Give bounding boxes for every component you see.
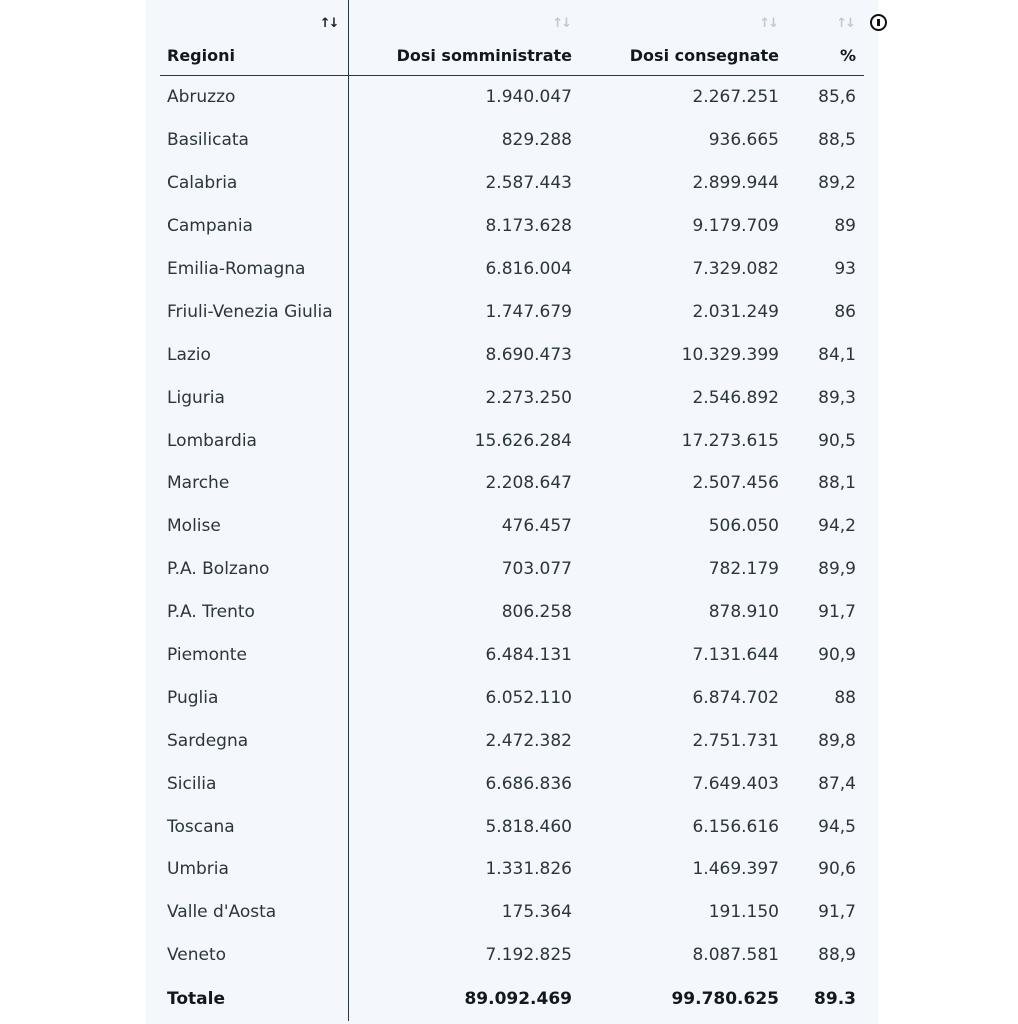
- percent-value: 88,9: [818, 945, 856, 966]
- table-row: [160, 248, 864, 291]
- sort-arrows-icon[interactable]: ↑↓: [836, 16, 854, 31]
- table-row: [160, 376, 864, 419]
- percent-value: 88,5: [818, 130, 856, 151]
- region-name: P.A. Bolzano: [160, 548, 348, 591]
- percent-value: 94,2: [818, 516, 856, 537]
- dosi-somministrate-value: 2.472.382: [485, 730, 572, 751]
- percent-value: 84,1: [818, 344, 856, 365]
- percent-value: 89,2: [818, 173, 856, 194]
- region-name: Abruzzo: [160, 76, 348, 119]
- column-header-percent[interactable]: [787, 0, 864, 76]
- dosi-somministrate-value: 829.288: [501, 130, 572, 151]
- percent-value: 90,6: [818, 859, 856, 880]
- dosi-somministrate-value: 15.626.284: [474, 430, 572, 451]
- dosi-consegnate-value: 8.087.581: [692, 945, 779, 966]
- dosi-somministrate-value: 6.484.131: [485, 645, 572, 666]
- percent-value: 89: [834, 216, 856, 237]
- dosi-somministrate-value: 7.192.825: [485, 945, 572, 966]
- dosi-somministrate-value: 2.208.647: [485, 473, 572, 494]
- vaccine-doses-table-container: [160, 0, 864, 1024]
- dosi-consegnate-value: 7.131.644: [692, 645, 779, 666]
- region-name: Valle d'Aosta: [160, 891, 348, 934]
- region-name: Lombardia: [160, 419, 348, 462]
- region-name: Toscana: [160, 805, 348, 848]
- dosi-somministrate-value: 6.686.836: [485, 773, 572, 794]
- region-name: Liguria: [160, 376, 348, 419]
- dosi-somministrate-value: 175.364: [501, 902, 572, 923]
- dosi-somministrate-value: 6.816.004: [485, 259, 572, 279]
- table-row: [160, 891, 864, 934]
- dosi-consegnate-value: 7.329.082: [692, 259, 779, 279]
- percent-value: 87,4: [818, 773, 856, 794]
- region-name: Umbria: [160, 848, 348, 891]
- column-header-label: Dosi consegnate: [629, 46, 779, 65]
- region-name: Sardegna: [160, 719, 348, 762]
- table-row: [160, 505, 864, 548]
- region-name: Veneto: [160, 934, 348, 977]
- table-row: [160, 934, 864, 977]
- percent-value: 89,3: [818, 387, 856, 408]
- percent-value: 89,8: [818, 730, 856, 751]
- dosi-consegnate-value: 2.899.944: [692, 173, 779, 194]
- dosi-consegnate-value: 6.156.616: [692, 816, 779, 837]
- percent-value: 88: [834, 687, 856, 708]
- region-name: Lazio: [160, 333, 348, 376]
- table-row: [160, 162, 864, 205]
- total-row: [160, 977, 864, 1021]
- dosi-somministrate-value: 8.690.473: [485, 344, 572, 365]
- column-header-label: Regioni: [167, 46, 235, 65]
- dosi-somministrate-value: 2.273.250: [485, 387, 572, 408]
- dosi-consegnate-value: 936.665: [708, 130, 779, 151]
- dosi-consegnate-value: 2.031.249: [692, 301, 779, 322]
- region-name: Sicilia: [160, 762, 348, 805]
- region-name: Puglia: [160, 676, 348, 719]
- table-row: [160, 634, 864, 677]
- table-row: [160, 419, 864, 462]
- percent-value: 90,9: [818, 645, 856, 666]
- dosi-consegnate-value: 2.751.731: [692, 730, 779, 751]
- table-row: [160, 205, 864, 248]
- dosi-consegnate-value: 6.874.702: [692, 687, 779, 708]
- percent-value: 91,7: [818, 902, 856, 923]
- percent-value: 86: [834, 301, 856, 322]
- region-name: Molise: [160, 505, 348, 548]
- dosi-consegnate-value: 782.179: [708, 559, 779, 580]
- dosi-somministrate-value: 6.052.110: [485, 687, 572, 708]
- total-label: Totale: [160, 977, 348, 1021]
- total-percent: 89.3: [814, 988, 856, 1009]
- total-consegnate: 99.780.625: [671, 988, 779, 1009]
- table-row: [160, 719, 864, 762]
- table-row: [160, 548, 864, 591]
- table-body: [160, 76, 864, 1021]
- table-row: [160, 290, 864, 333]
- dosi-consegnate-value: 878.910: [708, 602, 779, 623]
- dosi-consegnate-value: 2.507.456: [692, 473, 779, 494]
- table-row: [160, 119, 864, 162]
- dosi-somministrate-value: 476.457: [501, 516, 572, 537]
- region-name: Basilicata: [160, 119, 348, 162]
- region-name: P.A. Trento: [160, 591, 348, 634]
- column-header-label: Dosi somministrate: [396, 46, 572, 65]
- header-row: [160, 0, 864, 76]
- dosi-somministrate-value: 1.747.679: [485, 301, 572, 322]
- sort-arrows-icon[interactable]: ↑↓: [552, 16, 570, 31]
- region-name: Calabria: [160, 162, 348, 205]
- dosi-consegnate-value: 17.273.615: [681, 430, 779, 451]
- region-name: Piemonte: [160, 634, 348, 677]
- percent-value: 89,9: [818, 559, 856, 580]
- dosi-consegnate-value: 9.179.709: [692, 216, 779, 237]
- dosi-consegnate-value: 2.267.251: [692, 87, 779, 108]
- column-header-label: %: [839, 46, 856, 65]
- region-name: Friuli-Venezia Giulia: [160, 290, 348, 333]
- info-icon[interactable]: [870, 14, 887, 31]
- percent-value: 90,5: [818, 430, 856, 451]
- table-header: [160, 0, 864, 76]
- region-name: Marche: [160, 462, 348, 505]
- table-row: [160, 848, 864, 891]
- dosi-consegnate-value: 10.329.399: [681, 344, 779, 365]
- table-row: [160, 591, 864, 634]
- dosi-consegnate-value: 2.546.892: [692, 387, 779, 408]
- table-row: [160, 762, 864, 805]
- percent-value: 94,5: [818, 816, 856, 837]
- dosi-somministrate-value: 2.587.443: [485, 173, 572, 194]
- table-row: [160, 462, 864, 505]
- sort-arrows-icon[interactable]: ↑↓: [319, 16, 338, 31]
- vaccine-doses-table: [160, 0, 864, 1021]
- dosi-consegnate-value: 1.469.397: [692, 859, 779, 880]
- dosi-consegnate-value: 506.050: [708, 516, 779, 537]
- table-row: [160, 76, 864, 119]
- dosi-consegnate-value: 191.150: [708, 902, 779, 923]
- total-somministrate: 89.092.469: [464, 988, 572, 1009]
- table-row: [160, 676, 864, 719]
- dosi-consegnate-value: 7.649.403: [692, 773, 779, 794]
- column-header-dosi-consegnate[interactable]: [580, 0, 787, 76]
- dosi-somministrate-value: 806.258: [501, 602, 572, 623]
- column-header-dosi-somministrate[interactable]: [348, 0, 580, 76]
- sort-arrows-icon[interactable]: ↑↓: [759, 16, 777, 31]
- column-header-regioni[interactable]: [160, 0, 348, 76]
- table-row: [160, 333, 864, 376]
- percent-value: 91,7: [818, 602, 856, 623]
- region-name: Campania: [160, 205, 348, 248]
- dosi-somministrate-value: 8.173.628: [485, 216, 572, 237]
- table-row: [160, 805, 864, 848]
- dosi-somministrate-value: 5.818.460: [485, 816, 572, 837]
- percent-value: 93: [834, 259, 856, 279]
- percent-value: 88,1: [818, 473, 856, 494]
- region-name: Emilia-Romagna: [160, 248, 348, 291]
- dosi-somministrate-value: 703.077: [501, 559, 572, 580]
- dosi-somministrate-value: 1.940.047: [485, 87, 572, 108]
- dosi-somministrate-value: 1.331.826: [485, 859, 572, 880]
- percent-value: 85,6: [818, 87, 856, 108]
